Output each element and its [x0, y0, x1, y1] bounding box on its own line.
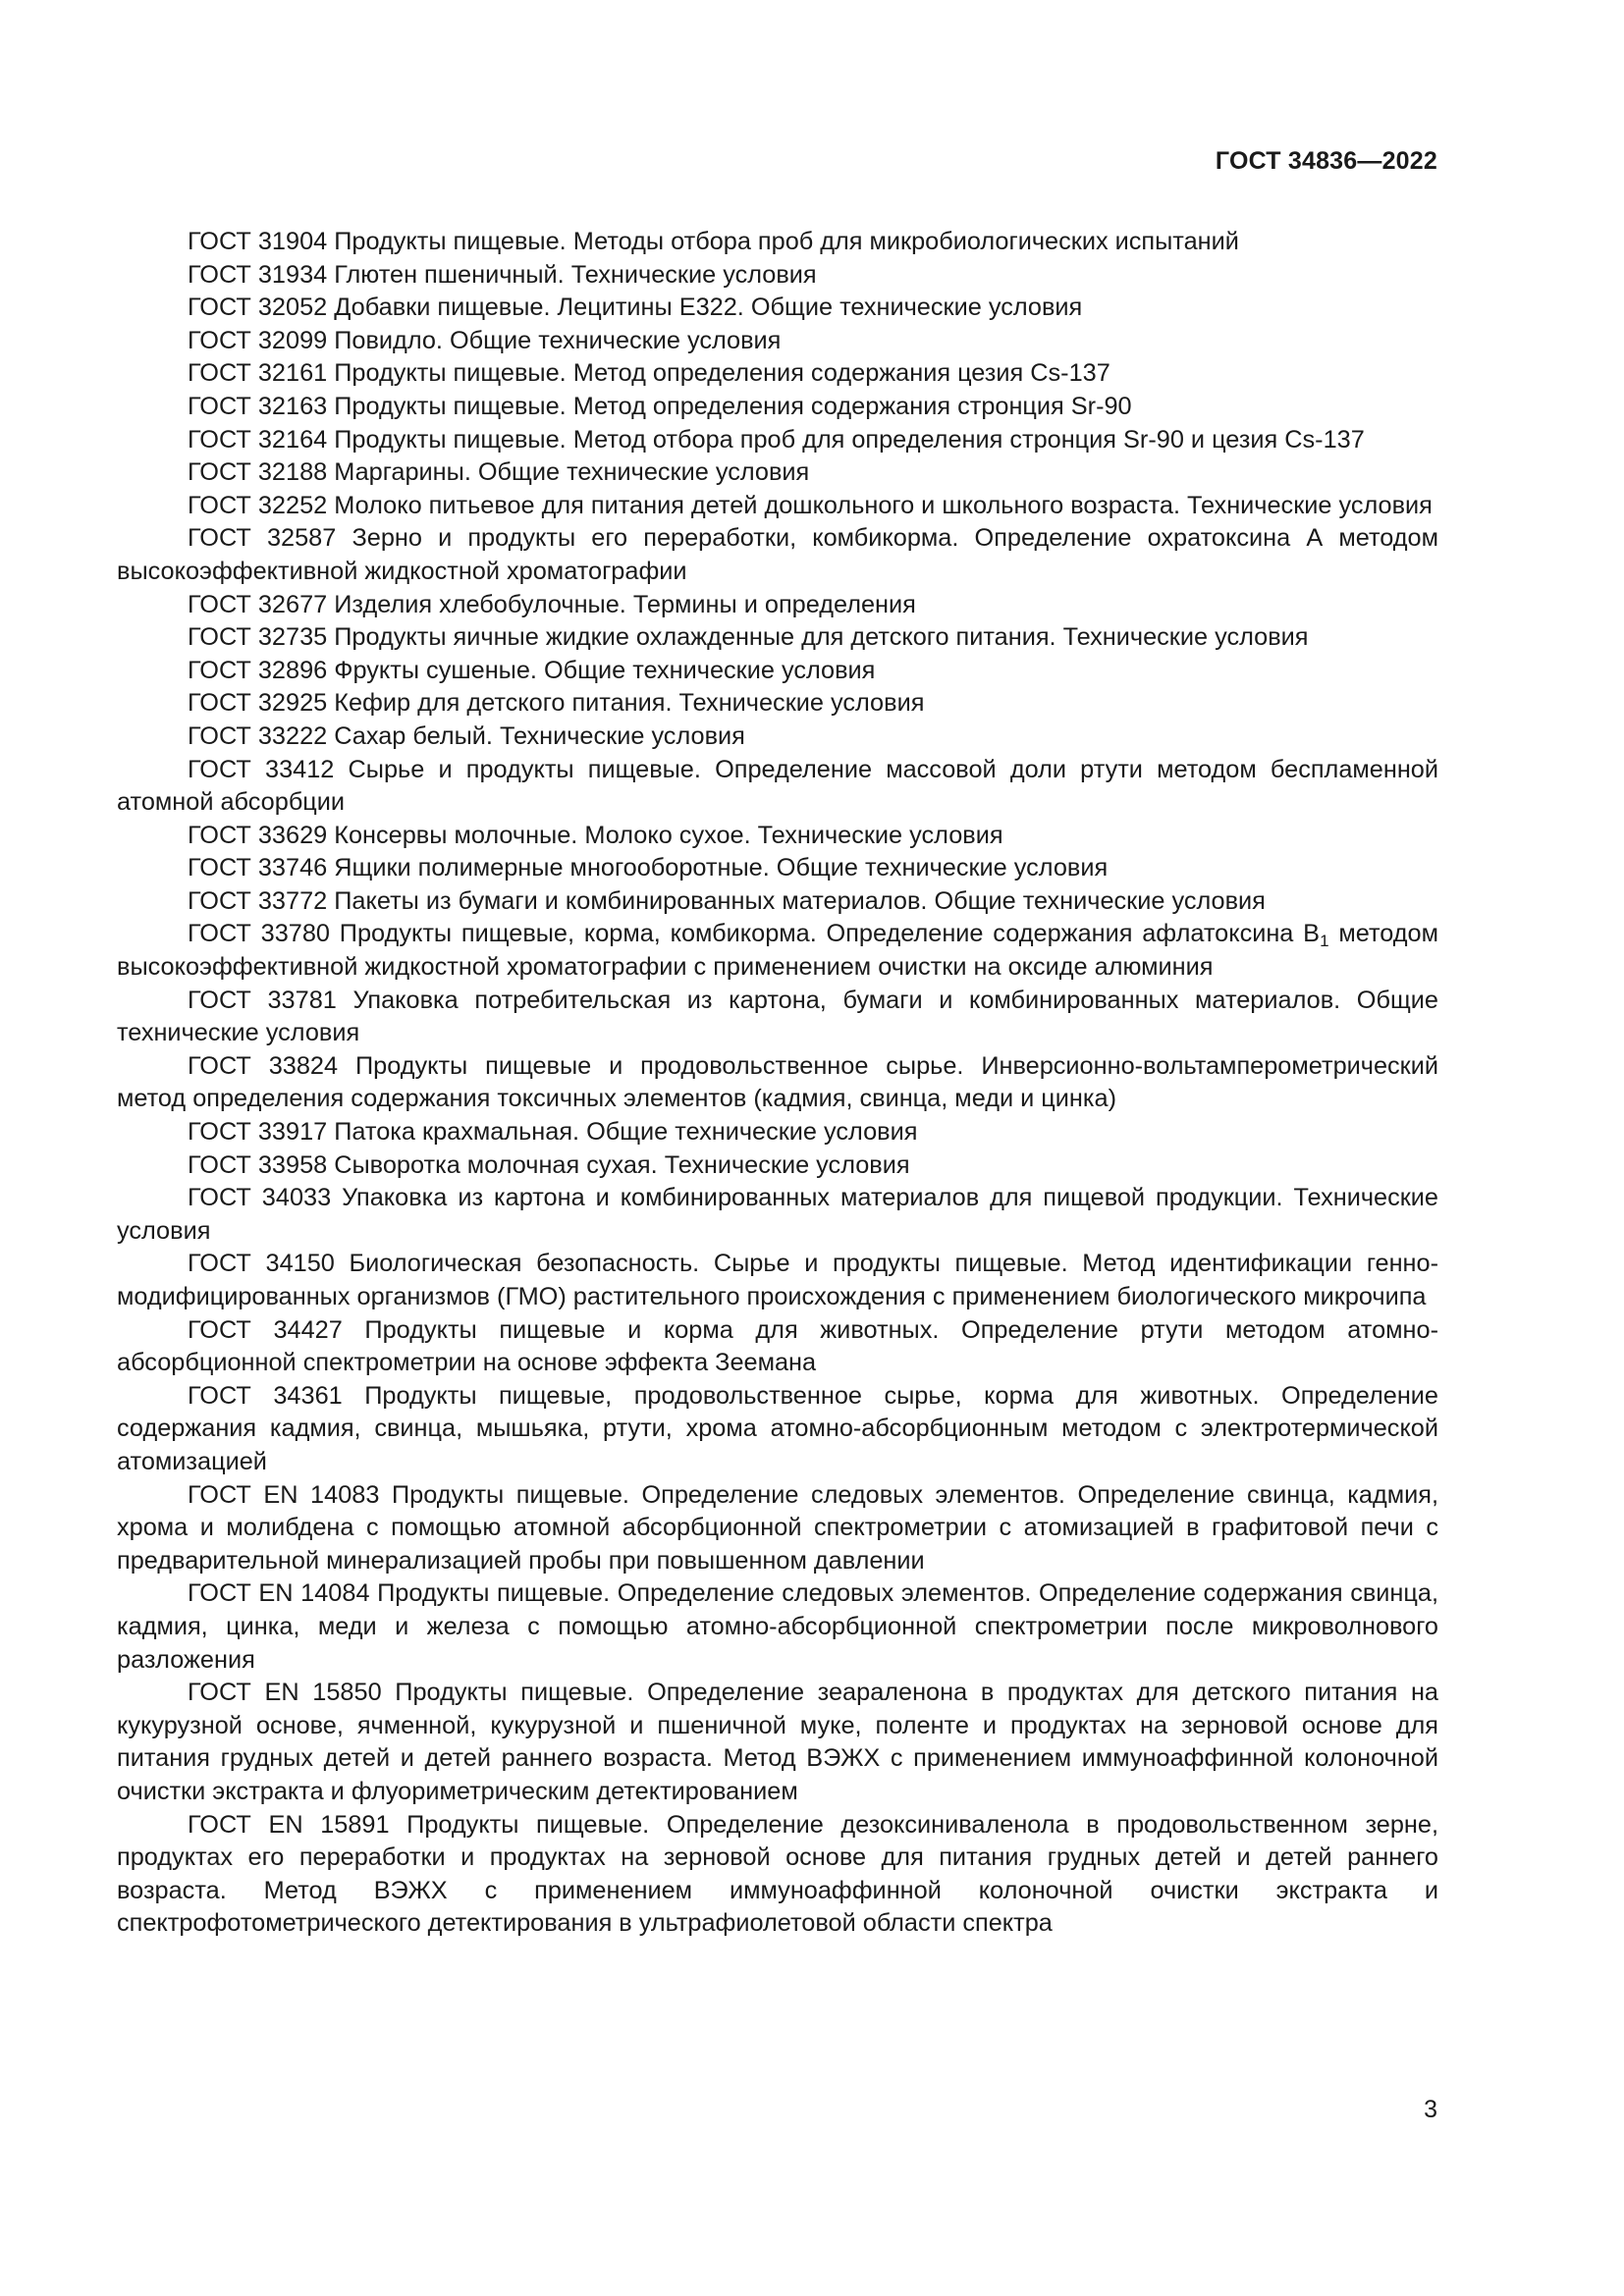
- reference-entry: ГОСТ 32164 Продукты пищевые. Метод отбора проб для определения стронция Sr-90 и цезия Cs-137: [188, 425, 1365, 454]
- reference-entry: ГОСТ 34361 Продукты пищевые, продовольственное сырье, корма для животных. Определение содержания кадмия, свинца, мышьяка, ртути, хрома атомно-абсорбционным методом с электротермической атомизацией: [117, 1381, 1438, 1475]
- reference-entry: ГОСТ 32587 Зерно и продукты его переработки, комбикорма. Определение охратоксина А методом высокоэффективной жидкостной хроматографии: [117, 524, 1438, 585]
- reference-entry: ГОСТ 32188 Маргарины. Общие технические условия: [188, 458, 810, 487]
- reference-entry: ГОСТ 31904 Продукты пищевые. Методы отбора проб для микробиологических испытаний: [188, 228, 1239, 255]
- reference-entry: ГОСТ 34427 Продукты пищевые и корма для животных. Определение ртути методом атомно-абсорбционной спектрометрии на основе эффекта Зеемана: [117, 1315, 1438, 1377]
- reference-entry: ГОСТ 33222 Сахар белый. Технические условия: [188, 721, 745, 750]
- reference-entry: ГОСТ 31934 Глютен пшеничный. Технические условия: [188, 260, 817, 289]
- reference-entry: ГОСТ 34150 Биологическая безопасность. Сырье и продукты пищевые. Метод идентификации генно-модифицированных организмов (ГМО) растительного происхождения с применением биологического микрочипа: [117, 1250, 1438, 1310]
- reference-entry: ГОСТ 33746 Ящики полимерные многооборотные. Общие технические условия: [188, 854, 1109, 882]
- reference-entry: ГОСТ 34033 Упаковка из картона и комбинированных материалов для пищевой продукции. Технические условия: [117, 1184, 1438, 1245]
- reference-entry: ГОСТ 32735 Продукты яичные жидкие охлажденные для детского питания. Технические условия: [188, 623, 1309, 652]
- reference-entry: ГОСТ 32163 Продукты пищевые. Метод определения содержания стронция Sr-90: [188, 392, 1132, 420]
- subscript-index: 1: [1320, 932, 1329, 951]
- page-number: 3: [1424, 2096, 1437, 2123]
- reference-entry: ГОСТ 32252 Молоко питьевое для питания детей дошкольного и школьного возраста. Технические условия: [188, 491, 1433, 519]
- reference-entry: ГОСТ 33412 Сырье и продукты пищевые. Определение массовой доли ртути методом беспламенной атомной абсорбции: [117, 755, 1438, 817]
- reference-entry: ГОСТ 33772 Пакеты из бумаги и комбинированных материалов. Общие технические условия: [188, 886, 1266, 915]
- reference-entry: ГОСТ 33780 Продукты пищевые, корма, комбикорма. Определение содержания афлатоксина $В_1$ методом высокоэффективной жидкостной хроматографии с применением очистки на оксиде алюминия: [117, 920, 1438, 982]
- reference-entry: ГОСТ 32925 Кефир для детского питания. Технические условия: [188, 689, 925, 718]
- reference-entry: ГОСТ 33824 Продукты пищевые и продовольственное сырье. Инверсионно-вольтамперометрический метод определения содержания токсичных элементов (кадмия, свинца, меди и цинка): [117, 1051, 1438, 1113]
- reference-entry: ГОСТ 33781 Упаковка потребительская из картона, бумаги и комбинированных материалов. Общие технические условия: [117, 986, 1438, 1047]
- reference-entry: ГОСТ 32677 Изделия хлебобулочные. Термины и определения: [188, 590, 916, 618]
- reference-entry: ГОСТ 32896 Фрукты сушеные. Общие технические условия: [188, 656, 876, 684]
- normative-references-list: [117, 226, 1438, 1941]
- reference-entry: ГОСТ 32099 Повидло. Общие технические условия: [188, 326, 782, 354]
- reference-entry: ГОСТ 32052 Добавки пищевые. Лецитины Е322. Общие технические условия: [188, 294, 1083, 322]
- reference-entry: ГОСТ 32161 Продукты пищевые. Метод определения содержания цезия Cs-137: [188, 359, 1110, 388]
- reference-entry: ГОСТ EN 14083 Продукты пищевые. Определение следовых элементов. Определение свинца, кадмия, хрома и молибдена с помощью атомной абсорбционной спектрометрии с атомизацией в графитовой печи с предварительной минерализацией пробы при повышенном давлении: [117, 1480, 1438, 1575]
- reference-entry: ГОСТ EN 15850 Продукты пищевые. Определение зеараленона в продуктах для детского питания на кукурузной основе, ячменной, кукурузной и пшеничной муке, поленте и продуктах на зерновой основе для питания грудных детей и детей раннего возраста. Метод ВЭЖХ с применением иммуноаффинной колоночной очистки экстракта и флуориметрическим детектированием: [117, 1679, 1438, 1805]
- reference-entry: ГОСТ 33958 Сыворотка молочная сухая. Технические условия: [188, 1150, 910, 1179]
- reference-entry: ГОСТ 33629 Консервы молочные. Молоко сухое. Технические условия: [188, 821, 1003, 849]
- reference-entry: ГОСТ EN 15891 Продукты пищевые. Определение дезоксиниваленола в продовольственном зерне, продуктах его переработки и продуктах на зерновой основе для питания грудных детей и детей раннего возраста. Метод ВЭЖХ с применением иммуноаффинной колоночной очистки экстракта и спектрофотометрического детектирования в ультрафиолетовой области спектра: [117, 1810, 1438, 1938]
- document-code-header: ГОСТ 34836—2022: [1215, 147, 1437, 175]
- reference-entry: ГОСТ 33917 Патока крахмальная. Общие технические условия: [188, 1118, 918, 1147]
- reference-entry: ГОСТ EN 14084 Продукты пищевые. Определение следовых элементов. Определение содержания свинца, кадмия, цинка, меди и железа с помощью атомно-абсорбционной спектрометрии после микроволнового разложения: [117, 1579, 1438, 1674]
